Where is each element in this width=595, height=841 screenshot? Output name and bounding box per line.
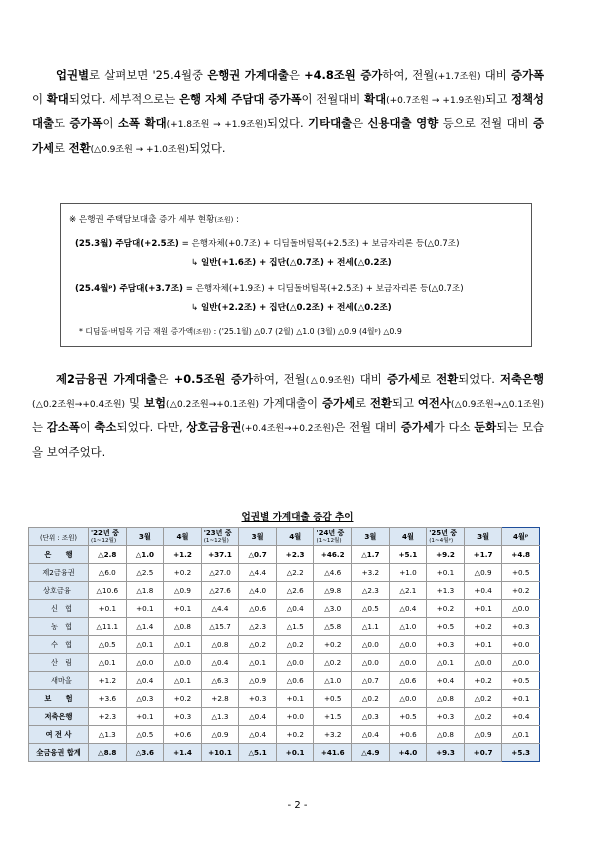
table-cell: △0.6 xyxy=(276,672,314,690)
table-cell: +2.3 xyxy=(89,708,127,726)
table-row xyxy=(29,654,540,672)
table-cell: +0.5 xyxy=(427,618,465,636)
table-cell: △1.0 xyxy=(314,672,352,690)
table-row xyxy=(29,564,540,582)
mortgage-detail-box xyxy=(60,203,532,347)
table-cell: +0.3 xyxy=(427,708,465,726)
table-cell: +9.3 xyxy=(427,744,465,762)
table-cell: +0.1 xyxy=(276,744,314,762)
table-cell: △2.1 xyxy=(389,582,427,600)
table-cell: +5.1 xyxy=(389,546,427,564)
table-cell: △0.1 xyxy=(126,636,164,654)
table-cell: +0.2 xyxy=(276,726,314,744)
page-number: - 2 - xyxy=(287,800,308,811)
table-cell: △0.8 xyxy=(201,636,239,654)
row-label: 새마을 xyxy=(29,672,89,690)
table-cell: △0.0 xyxy=(164,654,202,672)
table-cell: △0.4 xyxy=(126,672,164,690)
table-cell: △0.0 xyxy=(389,636,427,654)
table-cell: +1.5 xyxy=(314,708,352,726)
table-cell: +0.3 xyxy=(164,708,202,726)
table-cell: △0.5 xyxy=(126,726,164,744)
table-cell: △0.7 xyxy=(352,672,390,690)
table-cell: △0.9 xyxy=(464,726,502,744)
table-cell: △1.4 xyxy=(126,618,164,636)
table-cell: +1.2 xyxy=(89,672,127,690)
table-cell: +3.2 xyxy=(352,564,390,582)
table-cell: +0.0 xyxy=(502,636,540,654)
table-cell: +0.6 xyxy=(389,726,427,744)
table-cell: △0.0 xyxy=(389,690,427,708)
table-cell: +0.2 xyxy=(502,582,540,600)
table-cell: +0.1 xyxy=(502,690,540,708)
table-cell: +3.2 xyxy=(314,726,352,744)
month-header-current: 4월ᵖ xyxy=(502,528,540,546)
table-cell: △0.0 xyxy=(389,654,427,672)
row-label: 은 행 xyxy=(29,546,89,564)
table-header-row xyxy=(29,528,540,546)
table-cell: △2.3 xyxy=(352,582,390,600)
table-cell: △0.2 xyxy=(464,708,502,726)
table-cell: +0.1 xyxy=(427,564,465,582)
table-cell: △0.1 xyxy=(164,672,202,690)
table-cell: +0.2 xyxy=(314,636,352,654)
table-cell: △6.0 xyxy=(89,564,127,582)
table-cell: △0.1 xyxy=(502,726,540,744)
table-cell: +0.2 xyxy=(464,618,502,636)
table-cell: △10.6 xyxy=(89,582,127,600)
table-cell: +0.5 xyxy=(502,564,540,582)
table-cell: +0.2 xyxy=(164,564,202,582)
table-cell: △0.9 xyxy=(201,726,239,744)
month-header: 3월 xyxy=(352,528,390,546)
year-header-2025: '25년 중 (1~4월ᵖ) xyxy=(427,528,465,546)
row-label: 저축은행 xyxy=(29,708,89,726)
table-cell: +0.1 xyxy=(464,636,502,654)
table-cell: △0.9 xyxy=(164,582,202,600)
year-header-2024: '24년 중 (1~12월) xyxy=(314,528,352,546)
table-row xyxy=(29,636,540,654)
row-label: 全금융권 합계 xyxy=(29,744,89,762)
table-row xyxy=(29,744,540,762)
table-cell: △0.1 xyxy=(164,636,202,654)
table-cell: △0.4 xyxy=(201,654,239,672)
table-cell: △0.9 xyxy=(464,564,502,582)
table-cell: +0.1 xyxy=(89,600,127,618)
table-cell: +0.3 xyxy=(239,690,277,708)
month-header: 3월 xyxy=(126,528,164,546)
table-cell: △0.2 xyxy=(464,690,502,708)
table-cell: △9.8 xyxy=(314,582,352,600)
table-row xyxy=(29,582,540,600)
table-cell: △11.1 xyxy=(89,618,127,636)
table-cell: △1.7 xyxy=(352,546,390,564)
table-cell: △0.0 xyxy=(502,654,540,672)
table-cell: △0.8 xyxy=(164,618,202,636)
table-cell: △0.0 xyxy=(352,636,390,654)
table-cell: △4.4 xyxy=(201,600,239,618)
table-cell: +0.3 xyxy=(427,636,465,654)
box-row-march-sub: ↳ 일반(+1.6조) + 집단(△0.7조) + 전세(△0.2조) xyxy=(191,258,392,268)
table-cell: +37.1 xyxy=(201,546,239,564)
table-cell: △5.1 xyxy=(239,744,277,762)
table-row xyxy=(29,672,540,690)
table-cell: △5.8 xyxy=(314,618,352,636)
table-cell: △0.5 xyxy=(89,636,127,654)
table-cell: △0.2 xyxy=(239,636,277,654)
table-cell: +0.5 xyxy=(502,672,540,690)
table-cell: △0.1 xyxy=(427,654,465,672)
table-cell: △4.4 xyxy=(239,564,277,582)
paragraph-banking-sector: 업권별로 살펴보면 '25.4월중 은행권 가계대출은 +4.8조원 증가하여, 전월(+1.7조원) 대비 증가폭이 확대되었다. 세부적으로는 은행 자체 주담대 증가폭이 전월대비 확대(+0.7조원 → +1.9조원)되고 정책성대출도 증가폭이 소폭 확대(+1.8조원 → +1.9조원)되었다. 기타대출은 신용대출 영향 등으로 전월 대비 증가세로 전환(△0.9조원 → +1.0조원)되었다. xyxy=(32,68,544,155)
table-cell: △0.4 xyxy=(239,708,277,726)
table-cell: △0.1 xyxy=(89,654,127,672)
table-cell: △6.3 xyxy=(201,672,239,690)
paragraph-non-bank-sector: 제2금융권 가계대출은 +0.5조원 증가하여, 전월(△0.9조원) 대비 증가세로 전환되었다. 저축은행(△0.2조원→+0.4조원) 및 보험(△0.2조원→+0.1조원) 가계대출이 증가세로 전환되고 여전사(△0.9조원→△0.1조원)는 감소폭이 축소되었다. 다만, 상호금융권(+0.4조원→+0.2조원)은 전월 대비 증가세가 다소 둔화되는 모습을 보여주었다. xyxy=(32,372,545,459)
table-cell: △0.0 xyxy=(502,600,540,618)
table-cell: +0.7 xyxy=(464,744,502,762)
month-header: 4월 xyxy=(389,528,427,546)
table-cell: △0.9 xyxy=(239,672,277,690)
table-cell: △0.4 xyxy=(276,600,314,618)
table-cell: △1.0 xyxy=(126,546,164,564)
table-cell: △8.8 xyxy=(89,744,127,762)
table-cell: △27.0 xyxy=(201,564,239,582)
table-cell: △0.0 xyxy=(352,654,390,672)
table-cell: +0.0 xyxy=(276,708,314,726)
table-row xyxy=(29,546,540,564)
year-header-2022: '22년 중 (1~12월) xyxy=(89,528,127,546)
table-cell: +0.5 xyxy=(314,690,352,708)
row-label: 농 협 xyxy=(29,618,89,636)
table-cell: △0.2 xyxy=(314,654,352,672)
household-loan-table xyxy=(28,527,540,762)
box-title: ※ 은행권 주택담보대출 증가 세부 현황(조원) : xyxy=(69,215,240,225)
table-cell: +1.3 xyxy=(427,582,465,600)
table-cell: △0.4 xyxy=(389,600,427,618)
table-cell: △2.5 xyxy=(126,564,164,582)
table-cell: △4.0 xyxy=(239,582,277,600)
table-cell: △1.0 xyxy=(389,618,427,636)
table-cell: +2.3 xyxy=(276,546,314,564)
table-cell: +3.6 xyxy=(89,690,127,708)
box-row-march: (25.3월) 주담대(+2.5조) = 은행자체(+0.7조) + 디딤돌버팀목(+2.5조) + 보금자리론 등(△0.7조) xyxy=(75,239,460,249)
table-cell: +0.1 xyxy=(164,600,202,618)
table-cell: △1.1 xyxy=(352,618,390,636)
row-label: 여 전 사 xyxy=(29,726,89,744)
table-cell: +0.1 xyxy=(126,708,164,726)
table-cell: +9.2 xyxy=(427,546,465,564)
table-cell: △2.2 xyxy=(276,564,314,582)
table-cell: △0.3 xyxy=(352,708,390,726)
year-header-2023: '23년 중 (1~12월) xyxy=(201,528,239,546)
month-header: 4월 xyxy=(276,528,314,546)
table-cell: +1.4 xyxy=(164,744,202,762)
table-cell: △2.8 xyxy=(89,546,127,564)
table-cell: △4.9 xyxy=(352,744,390,762)
table-cell: △0.4 xyxy=(239,726,277,744)
row-label: 상호금융 xyxy=(29,582,89,600)
table-cell: +0.4 xyxy=(464,582,502,600)
table-cell: △0.8 xyxy=(427,690,465,708)
box-footnote: * 디딤돌·버팀목 기금 재원 증가액(조원) : ('25.1월) △0.7 (2월) △1.0 (3월) △0.9 (4월ᵖ) △0.9 xyxy=(79,327,402,336)
table-cell: +0.4 xyxy=(427,672,465,690)
table-cell: +0.4 xyxy=(502,708,540,726)
table-cell: △0.2 xyxy=(276,636,314,654)
table-cell: △2.6 xyxy=(276,582,314,600)
table-cell: +0.1 xyxy=(464,600,502,618)
unit-header: (단위 : 조원) xyxy=(29,528,89,546)
table-cell: +1.7 xyxy=(464,546,502,564)
table-cell: △1.5 xyxy=(276,618,314,636)
table-cell: +0.3 xyxy=(502,618,540,636)
table-cell: +0.6 xyxy=(164,726,202,744)
table-cell: △2.3 xyxy=(239,618,277,636)
table-cell: △0.0 xyxy=(126,654,164,672)
table-cell: △0.7 xyxy=(239,546,277,564)
table-cell: +10.1 xyxy=(201,744,239,762)
table-title: 업권별 가계대출 증감 추이 xyxy=(241,512,354,523)
table-cell: △3.6 xyxy=(126,744,164,762)
table-cell: +0.5 xyxy=(389,708,427,726)
table-cell: △15.7 xyxy=(201,618,239,636)
table-cell: △0.6 xyxy=(239,600,277,618)
table-cell: +1.0 xyxy=(389,564,427,582)
box-row-april-sub: ↳ 일반(+2.2조) + 집단(△0.2조) + 전세(△0.2조) xyxy=(191,303,392,313)
table-cell: +41.6 xyxy=(314,744,352,762)
table-cell: △4.6 xyxy=(314,564,352,582)
table-row xyxy=(29,618,540,636)
month-header: 3월 xyxy=(239,528,277,546)
table-cell: +1.2 xyxy=(164,546,202,564)
table-row xyxy=(29,708,540,726)
table-cell: △3.0 xyxy=(314,600,352,618)
row-label: 제2금융권 xyxy=(29,564,89,582)
table-cell: △1.8 xyxy=(126,582,164,600)
table-row xyxy=(29,726,540,744)
table-cell: +0.2 xyxy=(464,672,502,690)
row-label: 보 험 xyxy=(29,690,89,708)
table-cell: +0.1 xyxy=(276,690,314,708)
table-cell: △27.6 xyxy=(201,582,239,600)
table-cell: △0.1 xyxy=(239,654,277,672)
table-cell: △0.0 xyxy=(464,654,502,672)
month-header: 3월 xyxy=(464,528,502,546)
table-cell: △0.8 xyxy=(427,726,465,744)
table-cell: △0.6 xyxy=(389,672,427,690)
table-cell: +46.2 xyxy=(314,546,352,564)
table-cell: +4.0 xyxy=(389,744,427,762)
table-cell: +0.2 xyxy=(164,690,202,708)
row-label: 신 협 xyxy=(29,600,89,618)
table-cell: △1.3 xyxy=(201,708,239,726)
box-row-april: (25.4월ᵖ) 주담대(+3.7조) = 은행자체(+1.9조) + 디딤돌버팀목(+2.5조) + 보금자리론 등(△0.7조) xyxy=(75,284,464,294)
table-cell: △0.4 xyxy=(352,726,390,744)
table-row xyxy=(29,690,540,708)
table-cell: +4.8 xyxy=(502,546,540,564)
table-cell: +0.2 xyxy=(427,600,465,618)
row-label: 수 협 xyxy=(29,636,89,654)
table-cell: △0.0 xyxy=(276,654,314,672)
month-header: 4월 xyxy=(164,528,202,546)
table-cell: △0.2 xyxy=(352,690,390,708)
table-cell: △0.5 xyxy=(352,600,390,618)
row-label: 산 림 xyxy=(29,654,89,672)
table-cell: +2.8 xyxy=(201,690,239,708)
table-row xyxy=(29,600,540,618)
table-cell: △0.3 xyxy=(126,690,164,708)
table-cell: +0.1 xyxy=(126,600,164,618)
table-cell: +5.3 xyxy=(502,744,540,762)
table-cell: △1.3 xyxy=(89,726,127,744)
